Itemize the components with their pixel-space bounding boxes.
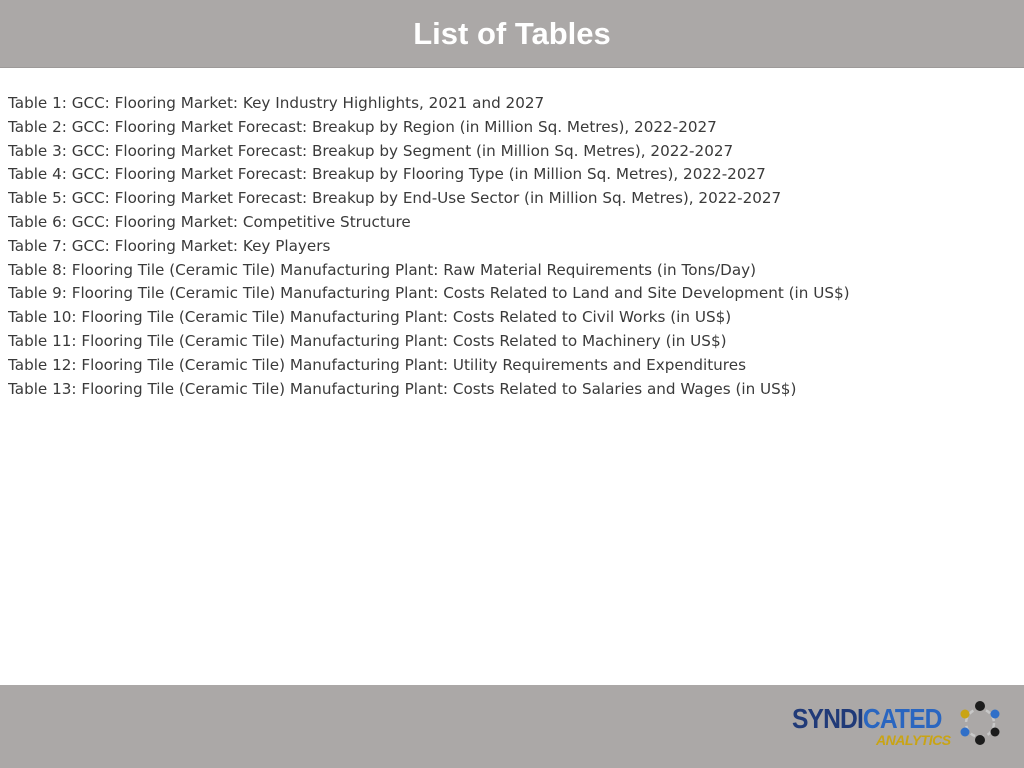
table-list-item: Table 12: Flooring Tile (Ceramic Tile) Manufacturing Plant: Utility Requirements and Expenditures: [8, 355, 746, 374]
page-title: List of Tables: [413, 16, 611, 51]
logo-wordmark-part-1: SYNDI: [792, 703, 863, 734]
title-bar: [0, 0, 1024, 68]
logo-wordmark-part-2: CATED: [862, 703, 942, 734]
logo-wordmark: [792, 704, 942, 734]
table-list-item: Table 1: GCC: Flooring Market: Key Industry Highlights, 2021 and 2027: [8, 94, 545, 112]
table-list-item: Table 10: Flooring Tile (Ceramic Tile) Manufacturing Plant: Costs Related to Civil Works (in US$): [8, 308, 732, 327]
table-list-item: Table 3: GCC: Flooring Market Forecast: Breakup by Segment (in Million Sq. Metres), 2022-2027: [8, 141, 734, 160]
table-list-item: Table 13: Flooring Tile (Ceramic Tile) Manufacturing Plant: Costs Related to Salaries and Wages (in US$): [8, 379, 797, 398]
footer-bar: [0, 685, 1024, 768]
table-list-item: Table 5: GCC: Flooring Market Forecast: Breakup by End-Use Sector (in Million Sq. Metres), 2022-2027: [8, 189, 782, 208]
table-list-item: Table 6: GCC: Flooring Market: Competitive Structure: [8, 212, 411, 231]
company-logo: [792, 698, 1002, 760]
table-list-item: Table 2: GCC: Flooring Market Forecast: Breakup by Region (in Million Sq. Metres), 2022-2027: [8, 117, 717, 136]
network-ring-logo-icon: [958, 699, 1002, 747]
table-list-item: Table 8: Flooring Tile (Ceramic Tile) Manufacturing Plant: Raw Material Requirements (in Tons/Day): [8, 260, 757, 279]
table-list-item: Table 9: Flooring Tile (Ceramic Tile) Manufacturing Plant: Costs Related to Land and Site Development (in US$): [8, 284, 850, 303]
table-list-item: Table 11: Flooring Tile (Ceramic Tile) Manufacturing Plant: Costs Related to Machinery (in US$): [8, 331, 727, 350]
table-list-item: Table 4: GCC: Flooring Market Forecast: Breakup by Flooring Type (in Million Sq. Metres), 2022-2027: [8, 165, 766, 184]
table-list-item: Table 7: GCC: Flooring Market: Key Players: [8, 236, 331, 255]
logo-subtitle: ANALYTICS: [876, 732, 951, 748]
table-list: [8, 92, 1018, 401]
